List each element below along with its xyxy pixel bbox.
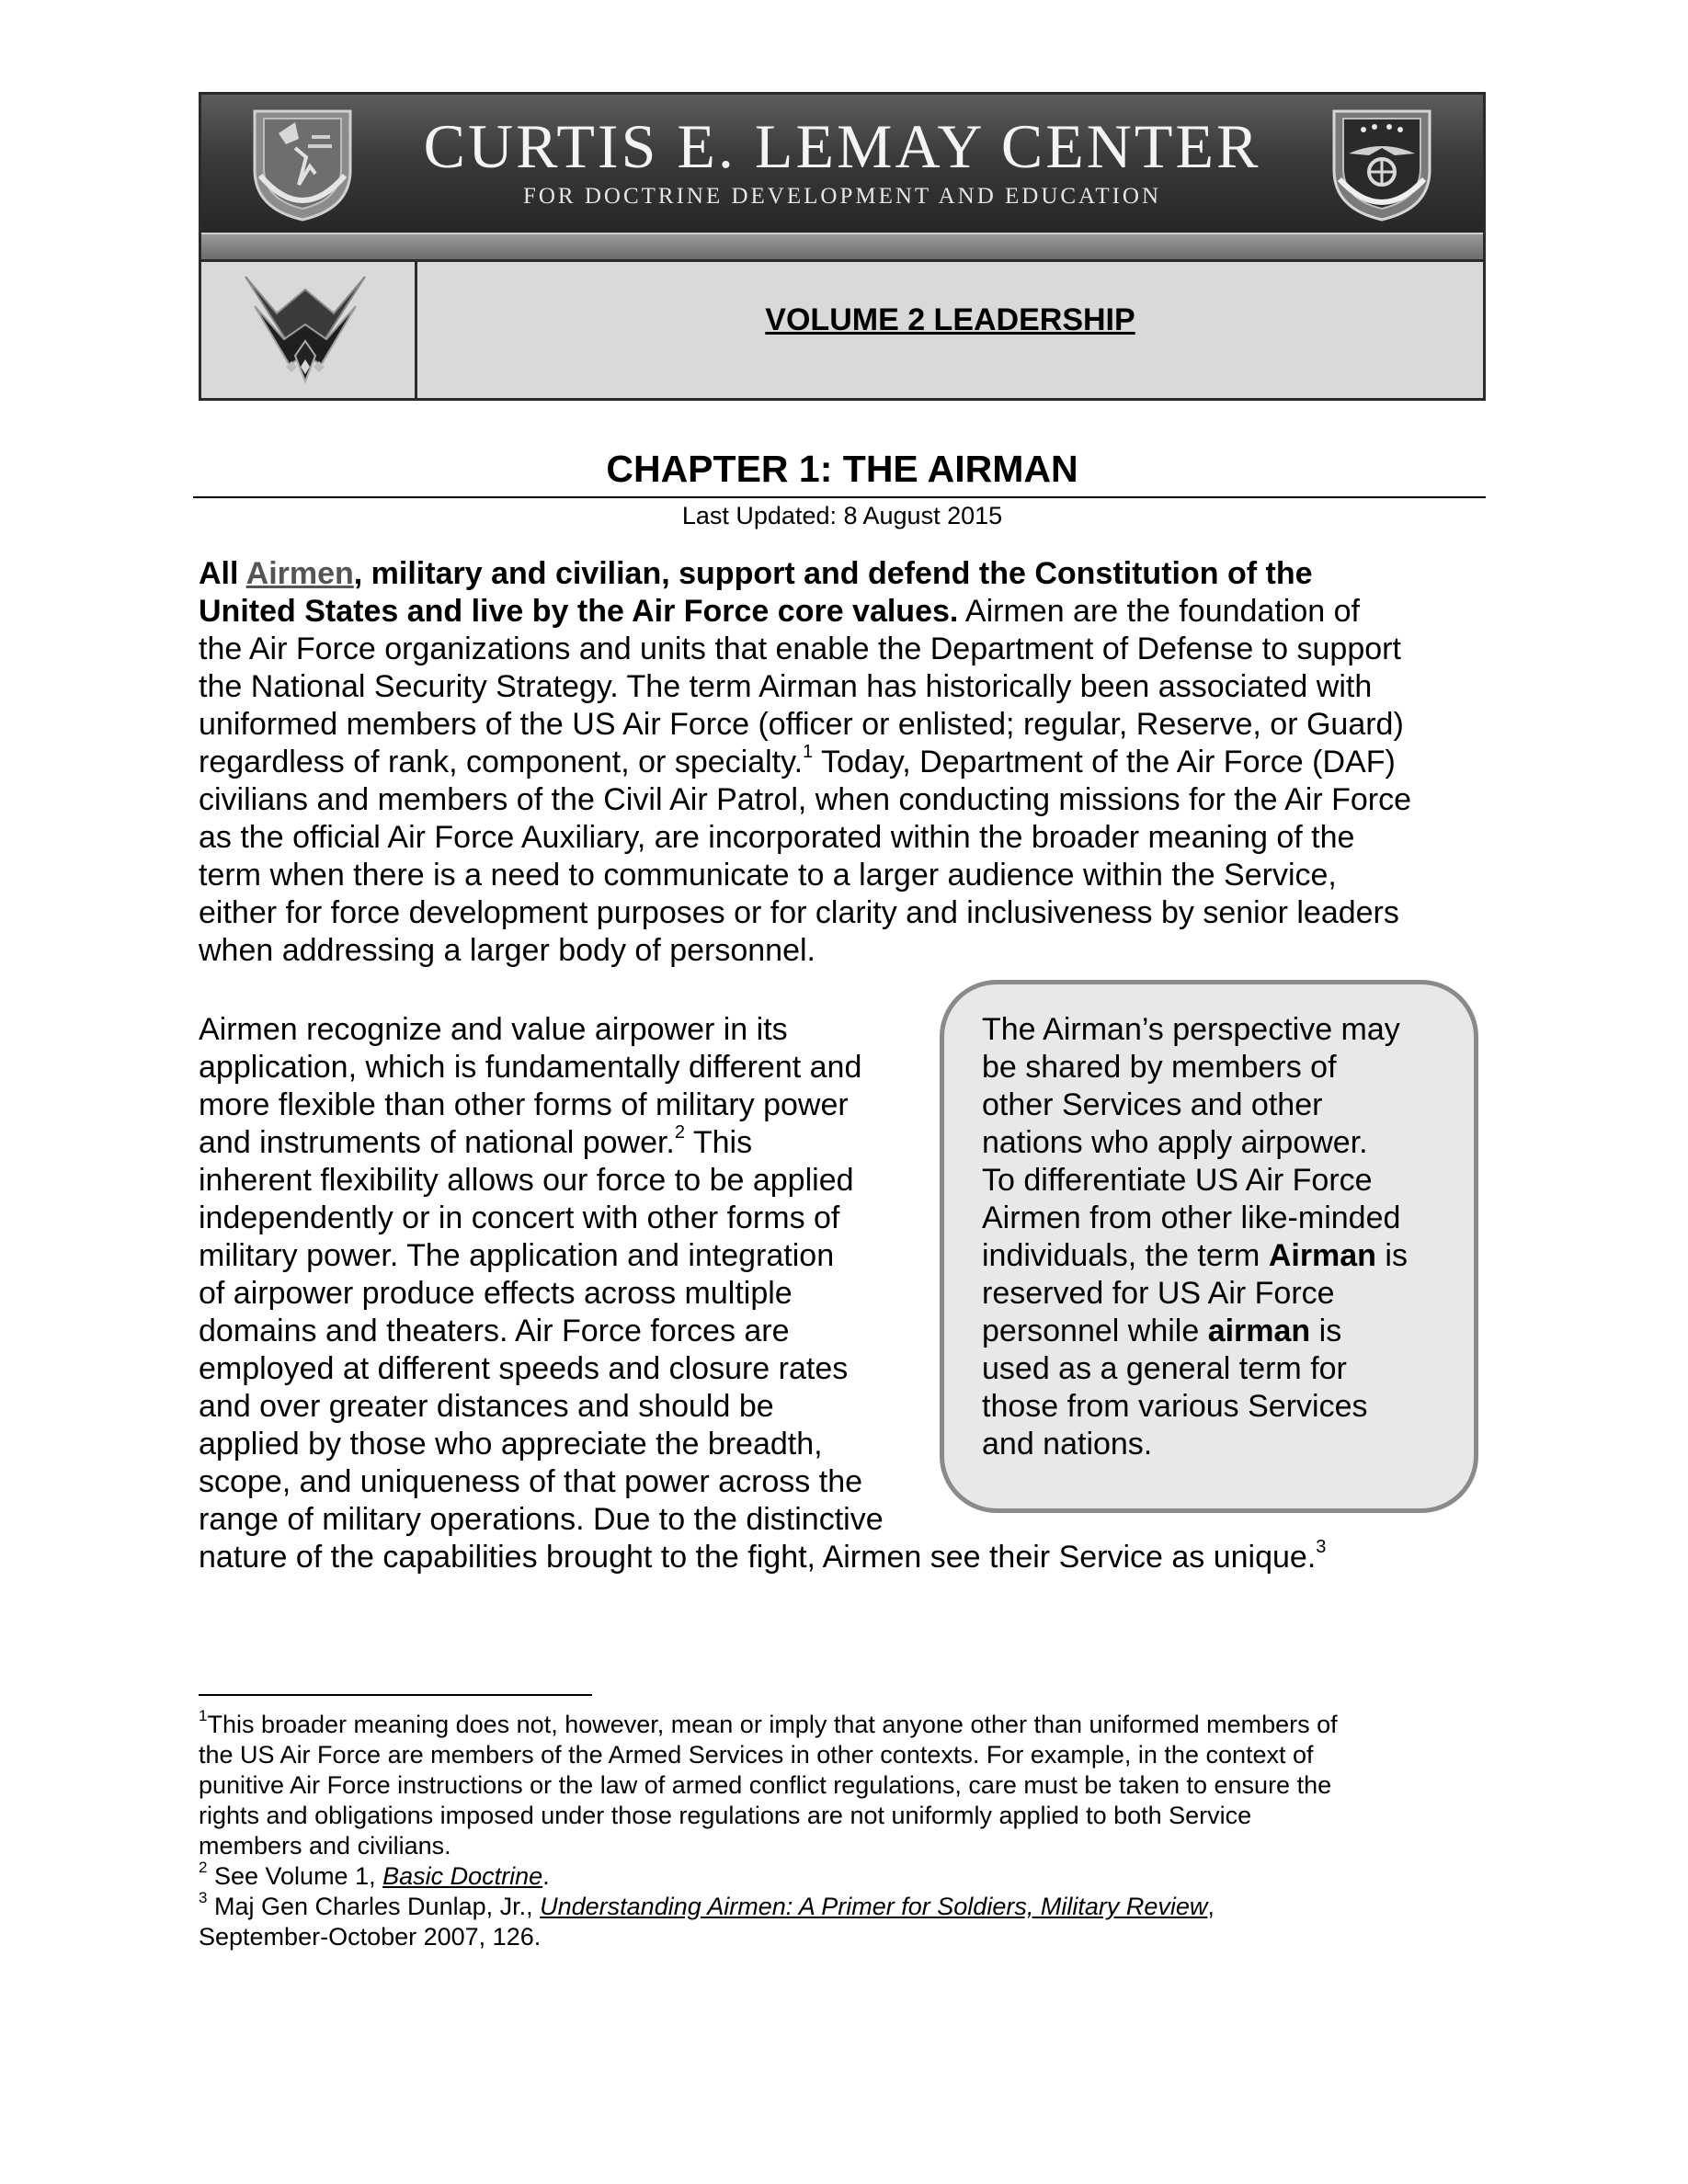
line: Airmen from other like-minded xyxy=(982,1200,1401,1235)
line: range of military operations. Due to the distinctive xyxy=(199,1502,884,1537)
lemay-center-banner xyxy=(201,95,1483,233)
text: is xyxy=(1310,1314,1342,1348)
footnote-1 xyxy=(199,1707,1495,1740)
text: , military and civilian, support and defend the Constitution of the xyxy=(353,556,1313,591)
line: September-October 2007, 126. xyxy=(199,1923,542,1951)
line xyxy=(199,1121,1504,1162)
text: individuals, the term xyxy=(982,1238,1269,1273)
line: when addressing a larger body of personnel. xyxy=(199,933,815,968)
line: applied by those who appreciate the breadth, xyxy=(199,1427,823,1462)
footnote-number: 1 xyxy=(199,1707,208,1724)
line xyxy=(199,1536,1504,1576)
understanding-airmen-link[interactable]: Understanding Airmen: A Primer for Soldiers, Military Review xyxy=(540,1893,1208,1920)
text: nature of the capabilities brought to the fight, Airmen see their Service as unique. xyxy=(199,1540,1317,1575)
line: those from various Services xyxy=(982,1389,1368,1424)
line: and nations. xyxy=(982,1427,1153,1462)
text: All xyxy=(199,556,246,591)
banner-title: CURTIS E. LEMAY CENTER xyxy=(423,111,1261,181)
banner-divider xyxy=(201,233,1483,262)
text: and instruments of national power. xyxy=(199,1125,675,1160)
last-updated: Last Updated: 8 August 2015 xyxy=(681,502,1003,529)
line: the Air Force organizations and units that enable the Department of Defense to support xyxy=(199,631,1401,666)
text: Today, Department of the Air Force (DAF) xyxy=(813,745,1396,779)
footnote-3 xyxy=(199,1889,1495,1922)
line: as the official Air Force Auxiliary, are incorporated within the broader meaning of the xyxy=(199,820,1355,855)
line: scope, and uniqueness of that power across the xyxy=(199,1464,863,1499)
intro-paragraph xyxy=(199,555,1504,970)
line: inherent flexibility allows our force to be applied xyxy=(199,1163,854,1198)
line: more flexible than other forms of military power xyxy=(199,1087,849,1122)
basic-doctrine-link[interactable]: Basic Doctrine xyxy=(382,1862,543,1890)
line: To differentiate US Air Force xyxy=(982,1163,1373,1198)
line: the National Security Strategy. The term Airman has historically been associated with xyxy=(199,669,1373,704)
airmen-link[interactable]: Airmen xyxy=(245,556,354,591)
text: regardless of rank, component, or specialty. xyxy=(199,745,804,779)
line: military power. The application and integration xyxy=(199,1238,835,1273)
text: . xyxy=(542,1862,550,1890)
bold-term: Airman xyxy=(1268,1238,1376,1273)
chapter-title: CHAPTER 1: THE AIRMAN xyxy=(606,448,1078,490)
footnote-2 xyxy=(199,1861,1495,1892)
bold-text: United States and live by the Air Force core values. xyxy=(199,594,959,629)
footnote-number: 2 xyxy=(199,1859,208,1876)
line: nations who apply airpower. xyxy=(982,1125,1368,1160)
line: of airpower produce effects across multiple xyxy=(199,1276,793,1311)
footnote-ref-2[interactable]: 2 xyxy=(674,1121,685,1143)
footnote-ref-3[interactable]: 3 xyxy=(1316,1536,1327,1557)
line: employed at different speeds and closure rates xyxy=(199,1351,849,1386)
logo-cell xyxy=(201,262,417,398)
line: The Airman’s perspective may xyxy=(982,1012,1400,1047)
volume-title: VOLUME 2 LEADERSHIP xyxy=(765,302,1135,337)
chapter-divider xyxy=(193,496,1486,498)
text: Airmen are the foundation of xyxy=(958,594,1360,629)
air-force-symbol-icon xyxy=(238,269,372,389)
line: civilians and members of the Civil Air Patrol, when conducting missions for the Air Force xyxy=(199,782,1411,817)
line: used as a general term for xyxy=(982,1351,1347,1386)
line: domains and theaters. Air Force forces are xyxy=(199,1314,790,1348)
footnote-ref-1[interactable]: 1 xyxy=(803,741,814,762)
line: and over greater distances and should be xyxy=(199,1389,774,1424)
line: term when there is a need to communicate to a larger audience within the Service, xyxy=(199,858,1337,893)
line: either for force development purposes or for clarity and inclusiveness by senior leaders xyxy=(199,895,1399,930)
text: This broader meaning does not, however, mean or imply that anyone other than uniformed members of xyxy=(207,1711,1338,1738)
line: other Services and other xyxy=(982,1087,1323,1122)
text: , xyxy=(1207,1893,1215,1920)
line xyxy=(199,593,1504,631)
banner-subtitle: FOR DOCTRINE DEVELOPMENT AND EDUCATION xyxy=(522,184,1162,209)
line: reserved for US Air Force xyxy=(982,1276,1335,1311)
text: See Volume 1, xyxy=(207,1862,383,1890)
line: uniformed members of the US Air Force (officer or enlisted; regular, Reserve, or Guard) xyxy=(199,707,1404,742)
airpower-paragraph xyxy=(199,1011,1504,1576)
line: be shared by members of xyxy=(982,1050,1337,1085)
line: punitive Air Force instructions or the law of armed conflict regulations, care must be taken to ensure the xyxy=(199,1771,1332,1799)
footnote-number: 3 xyxy=(199,1889,208,1906)
line: independently or in concert with other forms of xyxy=(199,1200,840,1235)
line xyxy=(199,555,1504,593)
line: Airmen recognize and value airpower in its xyxy=(199,1012,788,1047)
text: is xyxy=(1375,1238,1408,1273)
line: rights and obligations imposed under those regulations are not uniformly applied to both Service xyxy=(199,1802,1252,1829)
text: Maj Gen Charles Dunlap, Jr., xyxy=(207,1893,541,1920)
document-header xyxy=(199,92,1486,401)
footnotes xyxy=(199,1707,1495,1952)
bold-term: airman xyxy=(1207,1314,1311,1348)
footnote-divider xyxy=(199,1694,592,1696)
text: This xyxy=(685,1125,753,1160)
text: personnel while xyxy=(982,1314,1208,1348)
line: members and civilians. xyxy=(199,1832,451,1860)
line xyxy=(199,741,1504,781)
line: application, which is fundamentally different and xyxy=(199,1050,862,1085)
line: the US Air Force are members of the Armed Services in other contexts. For example, in the context of xyxy=(199,1741,1314,1769)
